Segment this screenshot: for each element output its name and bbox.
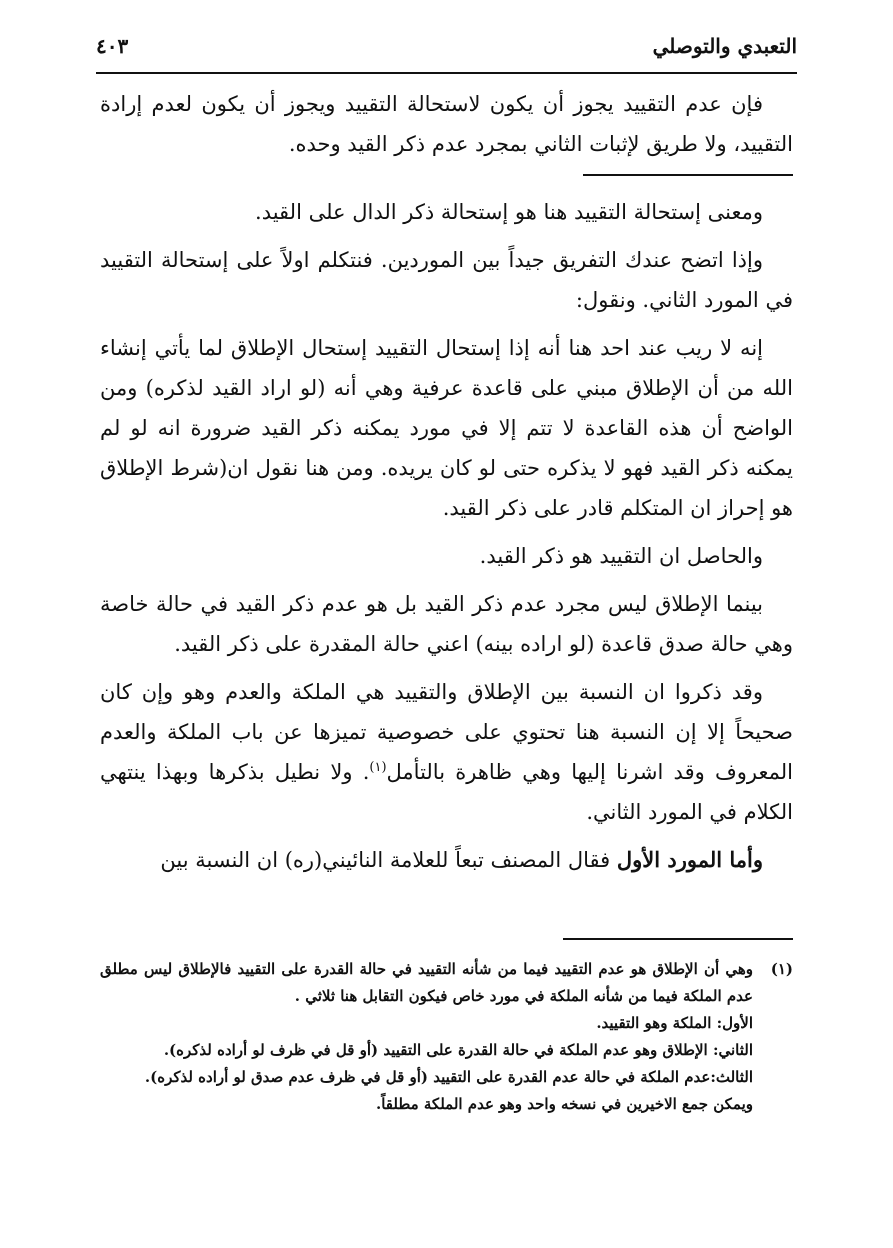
footnote-rule <box>563 938 793 940</box>
paragraph-3: وإذا اتضح عندك التفريق جيداً بين الموردين. فنتكلم اولاً على إستحالة التقييد في المورد الثاني. ونقول: <box>100 248 793 312</box>
footnote-reference[interactable]: (١) <box>369 760 387 775</box>
footnote-body <box>100 956 753 1118</box>
footnote-first-text: الملكة وهو التقييد. <box>596 1014 717 1032</box>
footnote-third-text: عدم الملكة في حالة عدم القدرة على التقييد (أو قل في ظرف عدم صدق لو أراده لذكره). <box>144 1068 711 1086</box>
footnote-second-label: الثاني: <box>712 1041 753 1059</box>
footnote-line-1: وهي أن الإطلاق هو عدم التقييد فيما من شأنه التقييد في حالة القدرة على التقييد فالإطلاق ليس مطلق عدم الملكة فيما من شأنه الملكة في مورد خاص فيكون التقابل هنا ثلاثي . <box>100 960 753 1005</box>
running-header <box>96 30 797 70</box>
paragraph-8-heading: وأما المورد الأول <box>616 847 763 872</box>
page-number: ٤٠٣ <box>96 34 129 58</box>
footnote-1 <box>100 956 793 1118</box>
paragraph-5: والحاصل ان التقييد هو ذكر القيد. <box>479 544 763 568</box>
paragraph-7 <box>100 672 793 832</box>
paragraph-2: ومعنى إستحالة التقييد هنا هو إستحالة ذكر الدال على القيد. <box>255 200 763 224</box>
section-divider <box>583 174 793 176</box>
paragraph-7-text-b: . ولا نطيل بذكرها وبهذا ينتهي الكلام في المورد الثاني. <box>100 760 793 824</box>
header-rule <box>96 72 797 74</box>
footnote-third <box>100 1064 753 1091</box>
paragraph-1: فإن عدم التقييد يجوز أن يكون لاستحالة التقييد ويجوز أن يكون لعدم إرادة التقييد، ولا طريق لإثبات الثاني بمجرد عدم ذكر القيد وحده. <box>100 92 793 156</box>
paragraph-8-text: فقال المصنف تبعاً للعلامة النائيني(ره) ان النسبة بين <box>160 848 617 872</box>
paragraph-6: بينما الإطلاق ليس مجرد عدم ذكر القيد بل هو عدم ذكر القيد في حالة خاصة وهي حالة صدق قاعدة (لو اراده بينه) اعني حالة المقدرة على ذكر القيد. <box>100 592 793 656</box>
footnote-first-label: الأول: <box>716 1014 753 1032</box>
footnote-last: ويمكن جمع الاخيرين في نسخه واحد وهو عدم الملكة مطلقاً. <box>375 1095 753 1113</box>
footnote-third-label: الثالث: <box>710 1068 753 1086</box>
footnote-second-text: الإطلاق وهو عدم الملكة في حالة القدرة على التقييد (أو قل في ظرف لو أراده لذكره). <box>163 1041 713 1059</box>
paragraph-8 <box>100 840 793 880</box>
main-text <box>100 84 793 888</box>
paragraph-4: إنه لا ريب عند احد هنا أنه إذا إستحال التقييد إستحال الإطلاق لما يأتي إنشاء الله من أن الإطلاق مبني على قاعدة عرفية وهي أنه (لو اراد القيد لذكره) ومن الواضح أن هذه القاعدة لا تتم إلا في مورد يمكنه ذكر القيد ضرورة انه لو لم يمكنه ذكر القيد فهو لا يذكره حتى لو كان يريده. ومن هنا نقول ان(شرط الإطلاق هو إحراز ان المتكلم قادر على ذكر القيد. <box>100 336 793 520</box>
footnote-first <box>100 1010 753 1037</box>
paragraph-7-text-a: وقد ذكروا ان النسبة بين الإطلاق والتقييد هي الملكة والعدم وهو وإن كان صحيحاً إلا إن النسبة هنا تحتوي على خصوصية تميزها عن باب الملكة والعدم المعروف وقد اشرنا إليها وهي ظاهرة بالتأمل <box>100 680 793 784</box>
footnote-number: (١) <box>770 960 793 978</box>
header-title: التعبدي والتوصلي <box>652 34 797 58</box>
footnote-second <box>100 1037 753 1064</box>
footnotes <box>100 956 793 1118</box>
